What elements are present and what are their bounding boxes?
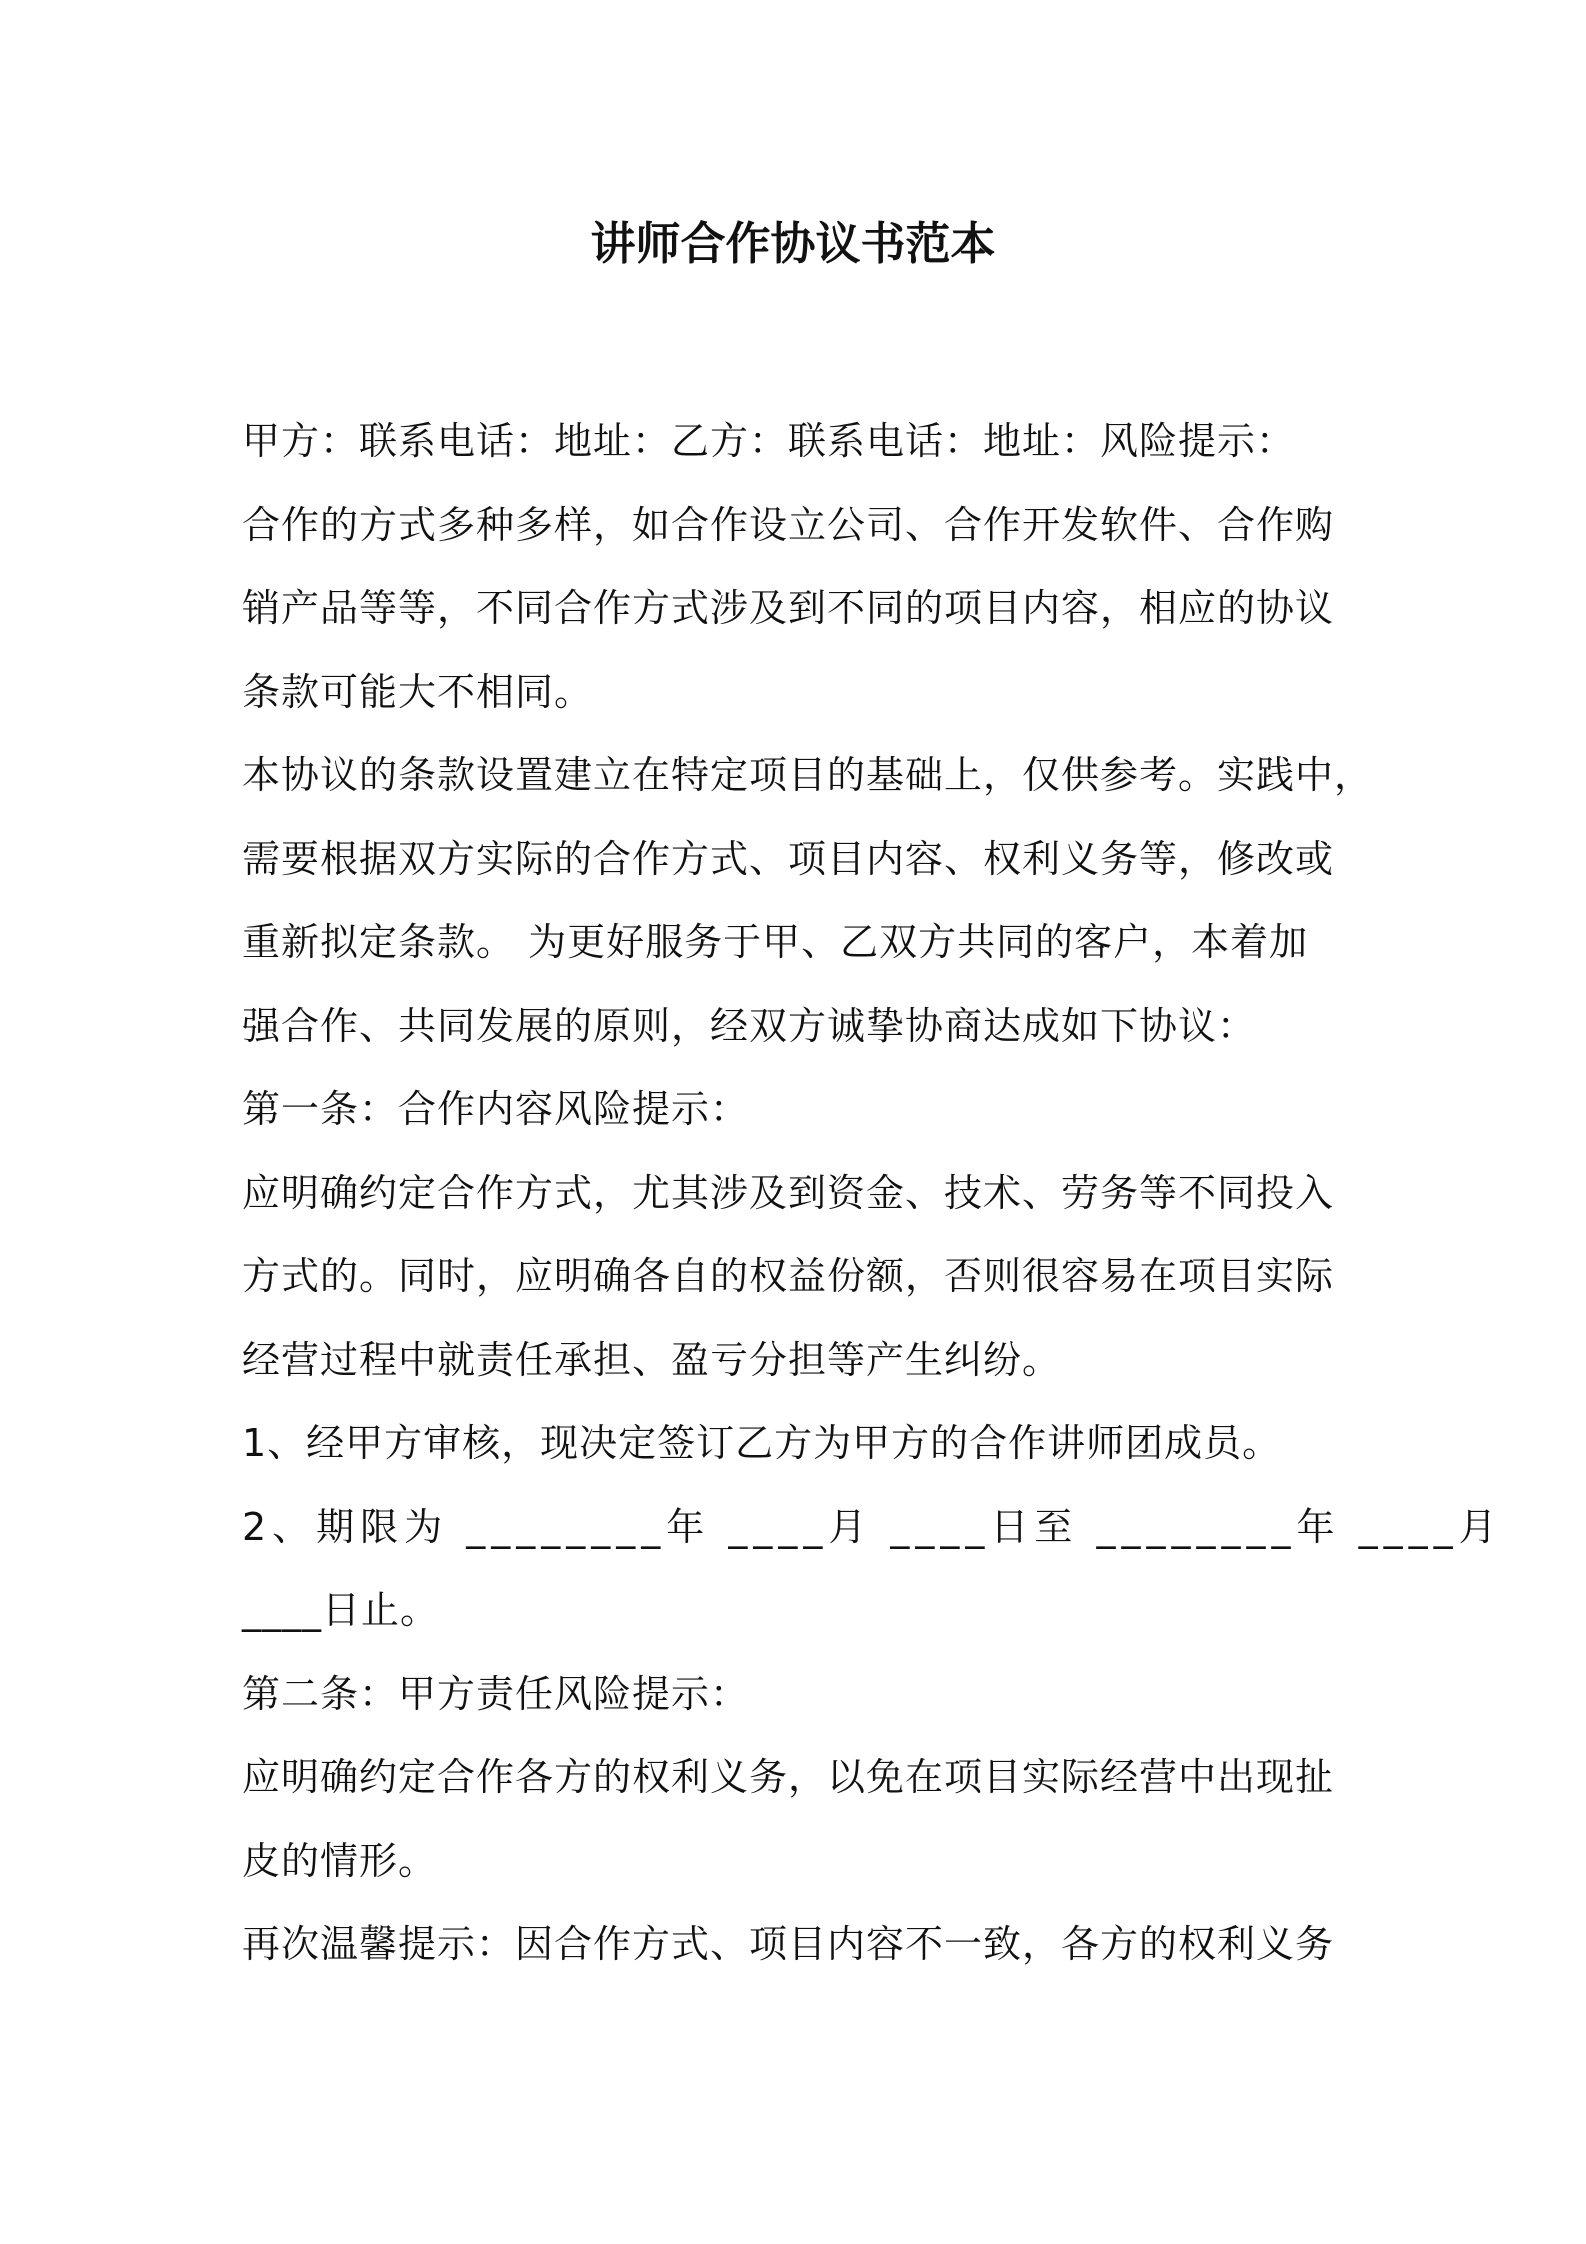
paragraph-line: 应明确约定合作方式，尤其涉及到资金、技术、劳务等不同投入: [242, 1170, 1335, 1215]
clause-item: 1、经甲方审核，现决定签订乙方为甲方的合作讲师团成员。: [242, 1421, 1282, 1465]
paragraph-line: 条款可能大不相同。: [242, 669, 594, 714]
paragraph-line: 合作的方式多种多样，如合作设立公司、合作开发软件、合作购: [242, 502, 1335, 547]
article-heading: 第二条：甲方责任风险提示：: [242, 1671, 750, 1716]
paragraph-line: 本协议的条款设置建立在特定项目的基础上，仅供参考。实践中，: [242, 753, 1374, 797]
paragraph-line: 方式的。同时，应明确各自的权益份额，否则很容易在项目实际: [242, 1254, 1335, 1298]
paragraph-line: 再次温馨提示：因合作方式、项目内容不一致，各方的权利义务: [242, 1922, 1335, 1966]
paragraph-line: 应明确约定合作各方的权利义务，以免在项目实际经营中出现扯: [242, 1755, 1335, 1799]
paragraph-line: 皮的情形。: [242, 1838, 438, 1883]
clause-item-term: 2、期限为 ________年 ____月 ____日至 ________年 ____月: [242, 1504, 1503, 1549]
paragraph-line: 重新拟定条款。 为更好服务于甲、乙双方共同的客户，本着加: [242, 920, 1309, 964]
article-heading: 第一条：合作内容风险提示：: [242, 1087, 750, 1131]
paragraph-line: 需要根据双方实际的合作方式、项目内容、权利义务等，修改或: [242, 836, 1335, 881]
paragraph-line: 经营过程中就责任承担、盈亏分担等产生纠纷。: [242, 1337, 1062, 1382]
paragraph-line: 甲方：联系电话：地址：乙方：联系电话：地址：风险提示：: [242, 419, 1296, 463]
paragraph-line: ____日止。: [242, 1588, 440, 1632]
paragraph-line: 强合作、共同发展的原则，经双方诚挚协商达成如下协议：: [242, 1003, 1257, 1048]
document-body: [242, 400, 1503, 1987]
paragraph-line: 销产品等等，不同合作方式涉及到不同的项目内容，相应的协议: [242, 586, 1335, 630]
document-title: 讲师合作协议书范本: [590, 217, 996, 270]
